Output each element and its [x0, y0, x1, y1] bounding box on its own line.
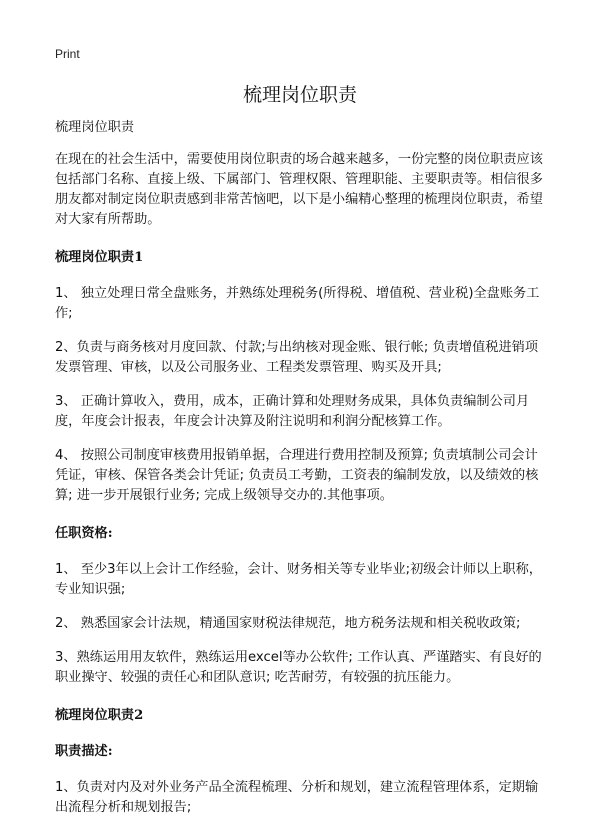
- duty-item: 1、 独立处理日常全盘账务，并熟练处理税务(所得税、增值税、营业税)全盘账务工作;: [55, 286, 540, 321]
- qualification-item: 2、 熟悉国家会计法规，精通国家财税法律规范，地方税务法规和相关税收政策;: [55, 616, 521, 631]
- document-title: 梳理岗位职责: [242, 84, 357, 106]
- print-label: Print: [55, 47, 80, 61]
- section2-heading: 梳理岗位职责2: [55, 708, 144, 723]
- qualification-heading: 任职资格:: [55, 526, 113, 541]
- document-body: [55, 118, 547, 828]
- duty-item: 1、负责对内及对外业务产品全流程梳理、分析和规划，建立流程管理体系，定期输出流程分析和规划报告;: [55, 780, 539, 815]
- qualification-item: 3、熟练运用用友软件，熟练运用excel等办公软件; 工作认真、严谨踏实、有良好的职业操守、较强的责任心和团队意识; 吃苦耐劳，有较强的抗压能力。: [55, 650, 542, 685]
- qualification-item: 1、 至少3年以上会计工作经验，会计、财务相关等专业毕业;初级会计师以上职称，专业知识强;: [55, 562, 542, 597]
- duty-item: 3、 正确计算收入，费用，成本，正确计算和处理财务成果，具体负责编制公司月度，年度会计报表，年度会计决算及附注说明和利润分配核算工作。: [55, 394, 530, 429]
- intro-subtitle: 梳理岗位职责: [55, 120, 135, 135]
- intro-paragraph: 在现在的社会生活中，需要使用岗位职责的场合越来越多，一份完整的岗位职责应该包括部门名称、直接上级、下属部门、管理权限、管理职能、主要职责等。相信很多朋友都对制定岗位职责感到非常苦恼吧，以下是小编精心整理的梳理岗位职责，希望对大家有所帮助。: [55, 152, 543, 227]
- description-heading: 职责描述:: [55, 744, 113, 759]
- section1-heading: 梳理岗位职责1: [55, 250, 144, 265]
- duty-item: 2、负责与商务核对月度回款、付款;与出纳核对现金账、银行帐; 负责增值税进销项发票管理、审核，以及公司服务业、工程类发票管理、购买及开具;: [55, 340, 539, 375]
- duty-item: 4、 按照公司制度审核费用报销单据，合理进行费用控制及预算; 负责填制公司会计凭证，审核、保管各类会计凭证; 负责员工考勤，工资表的编制发放，以及绩效的核算; 进一步开展银行业务; 完成上级领导交办的.其他事项。: [55, 448, 539, 503]
